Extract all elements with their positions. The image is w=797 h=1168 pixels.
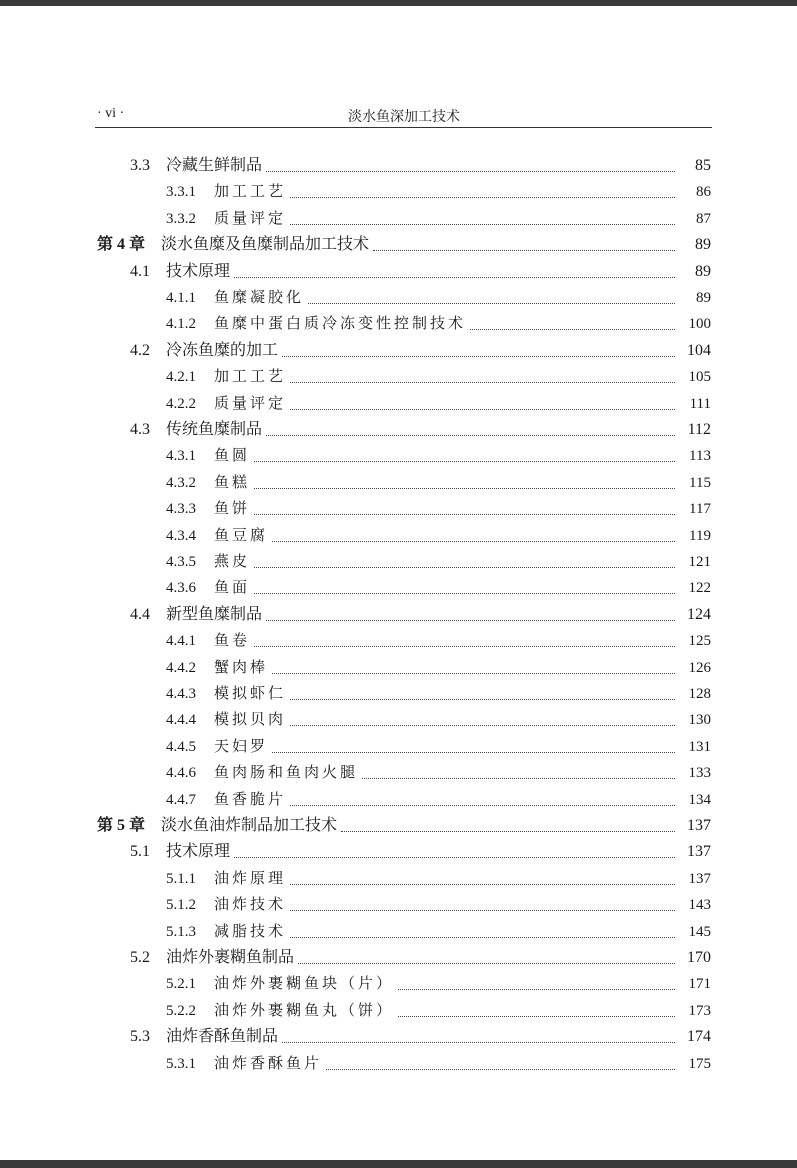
- toc-entry-title: 油炸外裹糊鱼丸（饼）: [214, 1002, 395, 1019]
- toc-leader-dots: [282, 355, 675, 357]
- toc-entry-title: 鱼糜中蛋白质冷冻变性控制技术: [214, 316, 467, 333]
- toc-entry-number: 4.3.1: [166, 448, 196, 465]
- toc-entry: [166, 284, 711, 308]
- toc-leader-dots: [254, 513, 675, 515]
- page-header: [97, 104, 711, 126]
- toc-entry: [166, 891, 711, 915]
- toc-entry-number: 4.3.4: [166, 527, 196, 544]
- toc-entry: [166, 680, 711, 704]
- toc-entry-title: 鱼香脆片: [214, 791, 287, 808]
- toc-leader-dots: [266, 619, 675, 621]
- toc-entry: [166, 548, 711, 572]
- toc-entry-title: 质量评定: [214, 210, 287, 227]
- toc-entry-number: 4.4.5: [166, 738, 196, 755]
- toc-entry-page: 125: [688, 633, 711, 650]
- toc-entry-number: 4.1.2: [166, 316, 196, 333]
- toc-entry-number: 4.1.1: [166, 290, 196, 306]
- toc-entry-title: 鱼面: [214, 580, 251, 597]
- toc-entry-title: 减脂技术: [214, 923, 287, 940]
- page-number: · vi ·: [97, 106, 125, 121]
- toc-entry-number: 3.3: [130, 157, 150, 174]
- toc-entry-number: 5.2.1: [166, 976, 196, 993]
- toc-leader-dots: [290, 223, 675, 225]
- toc-entry-number: 4.3.5: [166, 554, 196, 570]
- toc-entry: [166, 970, 711, 994]
- toc-entry-title: 新型鱼糜制品: [166, 605, 263, 623]
- toc-entry: [166, 733, 711, 757]
- toc-entry-page: 175: [688, 1055, 711, 1072]
- toc-entry: [130, 838, 711, 862]
- toc-entry-number: 4.3.2: [166, 474, 196, 491]
- toc-entry-page: 100: [688, 316, 711, 333]
- scan-border-top: [0, 0, 797, 6]
- toc-entry-page: 137: [688, 870, 711, 887]
- toc-leader-dots: [272, 751, 675, 753]
- toc-entry: [166, 390, 711, 414]
- running-title: 淡水鱼深加工技术: [348, 110, 460, 125]
- toc-entry-title: 油炸外裹糊鱼制品: [166, 949, 295, 966]
- toc-entry-page: 173: [688, 1002, 711, 1019]
- toc-entry: [166, 522, 711, 546]
- toc-entry-page: 131: [688, 738, 711, 755]
- toc-entry-page: 124: [687, 605, 711, 623]
- toc-entry-number: 第 5 章: [97, 817, 146, 834]
- toc-entry-title: 鱼肉肠和鱼肉火腿: [214, 765, 359, 782]
- toc-entry-page: 115: [689, 474, 711, 491]
- toc-entry: [166, 759, 711, 783]
- toc-entry-page: 104: [687, 341, 711, 359]
- toc-leader-dots: [290, 724, 675, 726]
- toc-leader-dots: [282, 1041, 675, 1043]
- toc-entry: [130, 944, 711, 968]
- toc-entry-title: 鱼饼: [214, 501, 251, 518]
- toc-entry-number: 4.4.3: [166, 686, 196, 702]
- toc-entry-page: 119: [689, 527, 711, 544]
- toc-entry-title: 鱼糜凝胶化: [214, 290, 305, 306]
- toc-entry: [166, 706, 711, 730]
- toc-entry: [130, 601, 711, 625]
- toc-entry-page: 130: [688, 712, 711, 729]
- toc-entry-number: 5.1.1: [166, 870, 196, 887]
- toc-leader-dots: [254, 487, 675, 489]
- toc-entry-page: 133: [688, 765, 711, 782]
- toc-entry-number: 5.1: [130, 843, 150, 861]
- toc-entry: [130, 337, 711, 361]
- toc-entry: [166, 627, 711, 651]
- toc-entry: [166, 1050, 711, 1074]
- toc-leader-dots: [290, 698, 675, 700]
- toc-entry-title: 油炸香酥鱼片: [214, 1055, 323, 1072]
- toc-entry-title: 技术原理: [166, 843, 231, 861]
- toc-entry: [166, 786, 711, 810]
- toc-entry-number: 4.4.2: [166, 659, 196, 676]
- toc-entry-number: 4.3.3: [166, 501, 196, 518]
- toc-entry-page: 128: [688, 686, 711, 702]
- toc-entry-title: 传统鱼糜制品: [166, 421, 263, 438]
- toc-entry-title: 技术原理: [166, 262, 231, 280]
- toc-entry: [130, 152, 711, 176]
- toc-leader-dots: [266, 434, 675, 436]
- toc-entry: [166, 469, 711, 493]
- toc-entry-number: 4.4.1: [166, 633, 196, 650]
- toc-entry-number: 4.3.6: [166, 580, 196, 597]
- toc-entry-page: 137: [687, 843, 711, 861]
- toc-entry-page: 105: [688, 369, 711, 386]
- toc-leader-dots: [254, 645, 675, 647]
- toc-entry: [166, 310, 711, 334]
- toc-leader-dots: [234, 276, 675, 278]
- toc-entry-number: 4.2.2: [166, 395, 196, 412]
- toc-entry-number: 第 4 章: [97, 236, 146, 254]
- toc-entry-title: 鱼圆: [214, 448, 251, 465]
- toc-leader-dots: [341, 830, 675, 832]
- toc-leader-dots: [234, 856, 675, 858]
- toc-entry-title: 质量评定: [214, 395, 287, 412]
- toc-entry-page: 117: [689, 501, 711, 518]
- toc-entry-number: 4.4.7: [166, 791, 196, 808]
- toc-entry-title: 鱼卷: [214, 633, 251, 650]
- toc-leader-dots: [272, 672, 675, 674]
- toc-entry-number: 5.1.2: [166, 897, 196, 914]
- toc-entry: [166, 574, 711, 598]
- toc-leader-dots: [373, 249, 675, 251]
- toc-leader-dots: [254, 566, 675, 568]
- toc-leader-dots: [308, 302, 675, 304]
- toc-entry-number: 4.1: [130, 262, 150, 280]
- toc-entry-number: 4.4.6: [166, 765, 196, 782]
- toc-entry-title: 淡水鱼油炸制品加工技术: [161, 817, 338, 834]
- toc-entry: [97, 231, 711, 255]
- toc-leader-dots: [266, 170, 675, 172]
- toc-entry-page: 122: [688, 580, 711, 597]
- toc-entry-title: 蟹肉棒: [214, 659, 269, 676]
- toc-entry-page: 137: [687, 817, 711, 834]
- toc-entry-title: 模拟虾仁: [214, 686, 287, 702]
- toc-entry-page: 89: [696, 290, 711, 306]
- toc-leader-dots: [290, 804, 675, 806]
- toc-entry-page: 113: [689, 448, 711, 465]
- toc-leader-dots: [298, 962, 675, 964]
- toc-entry-title: 鱼糕: [214, 474, 251, 491]
- toc-leader-dots: [398, 1015, 675, 1017]
- toc-entry: [166, 495, 711, 519]
- toc-entry-title: 冷冻鱼糜的加工: [166, 341, 279, 359]
- toc-entry-title: 油炸香酥鱼制品: [166, 1028, 279, 1046]
- toc-entry-number: 4.2: [130, 341, 150, 359]
- toc-entry-title: 油炸外裹糊鱼块（片）: [214, 976, 395, 993]
- toc-entry: [166, 865, 711, 889]
- toc-leader-dots: [254, 592, 675, 594]
- toc-entry-title: 鱼豆腐: [214, 527, 269, 544]
- toc-leader-dots: [470, 328, 675, 330]
- toc-entry-page: 87: [696, 210, 711, 227]
- toc-entry: [166, 918, 711, 942]
- toc-entry: [166, 442, 711, 466]
- scan-border-bottom: [0, 1160, 797, 1168]
- toc-entry-title: 加工工艺: [214, 369, 287, 386]
- toc-entry-number: 5.3.1: [166, 1055, 196, 1072]
- toc-entry-page: 85: [695, 157, 711, 174]
- header-rule: [95, 127, 712, 128]
- toc-leader-dots: [290, 381, 675, 383]
- toc-entry-number: 3.3.2: [166, 210, 196, 227]
- toc-entry-page: 170: [687, 949, 711, 966]
- toc-leader-dots: [290, 936, 675, 938]
- toc-entry-page: 86: [696, 184, 711, 201]
- toc-leader-dots: [290, 196, 675, 198]
- toc-entry-page: 89: [695, 236, 711, 254]
- toc-leader-dots: [290, 408, 675, 410]
- toc-entry-page: 174: [687, 1028, 711, 1046]
- toc-entry: [130, 258, 711, 282]
- toc-leader-dots: [398, 988, 675, 990]
- toc-entry: [166, 363, 711, 387]
- toc-entry-title: 天妇罗: [214, 738, 269, 755]
- toc-entry-number: 5.2.2: [166, 1002, 196, 1019]
- toc-leader-dots: [290, 909, 675, 911]
- toc-entry-title: 模拟贝肉: [214, 712, 287, 729]
- toc-entry: [130, 1023, 711, 1047]
- toc-entry-page: 121: [688, 554, 711, 570]
- toc-entry: [166, 654, 711, 678]
- toc-leader-dots: [290, 883, 675, 885]
- toc-entry-number: 4.3: [130, 421, 150, 438]
- toc-leader-dots: [362, 777, 675, 779]
- toc-entry-number: 4.4: [130, 605, 150, 623]
- toc-entry-title: 油炸技术: [214, 897, 287, 914]
- toc-entry-number: 5.1.3: [166, 923, 196, 940]
- toc-entry-page: 171: [688, 976, 711, 993]
- toc-leader-dots: [326, 1068, 675, 1070]
- toc-entry-page: 143: [688, 897, 711, 914]
- toc-entry-title: 燕皮: [214, 554, 251, 570]
- toc-entry-number: 3.3.1: [166, 184, 196, 201]
- toc-entry: [130, 416, 711, 440]
- toc-entry: [97, 812, 711, 836]
- toc-entry-title: 淡水鱼糜及鱼糜制品加工技术: [161, 236, 370, 254]
- toc-entry-title: 油炸原理: [214, 870, 287, 887]
- toc-entry-page: 145: [688, 923, 711, 940]
- toc-entry-page: 112: [687, 421, 711, 438]
- toc-entry-number: 4.4.4: [166, 712, 196, 729]
- toc-entry-page: 126: [688, 659, 711, 676]
- toc-leader-dots: [272, 540, 675, 542]
- toc-entry: [166, 997, 711, 1021]
- toc-entry-page: 89: [695, 262, 711, 280]
- toc-leader-dots: [254, 460, 675, 462]
- toc-entry-title: 冷藏生鲜制品: [166, 157, 263, 174]
- toc-entry-page: 134: [688, 791, 711, 808]
- toc-entry-number: 5.2: [130, 949, 150, 966]
- toc-entry: [166, 178, 711, 202]
- toc-entry-title: 加工工艺: [214, 184, 287, 201]
- toc-entry: [166, 205, 711, 229]
- toc-entry-number: 4.2.1: [166, 369, 196, 386]
- toc-entry-number: 5.3: [130, 1028, 150, 1046]
- toc-entry-page: 111: [689, 395, 711, 412]
